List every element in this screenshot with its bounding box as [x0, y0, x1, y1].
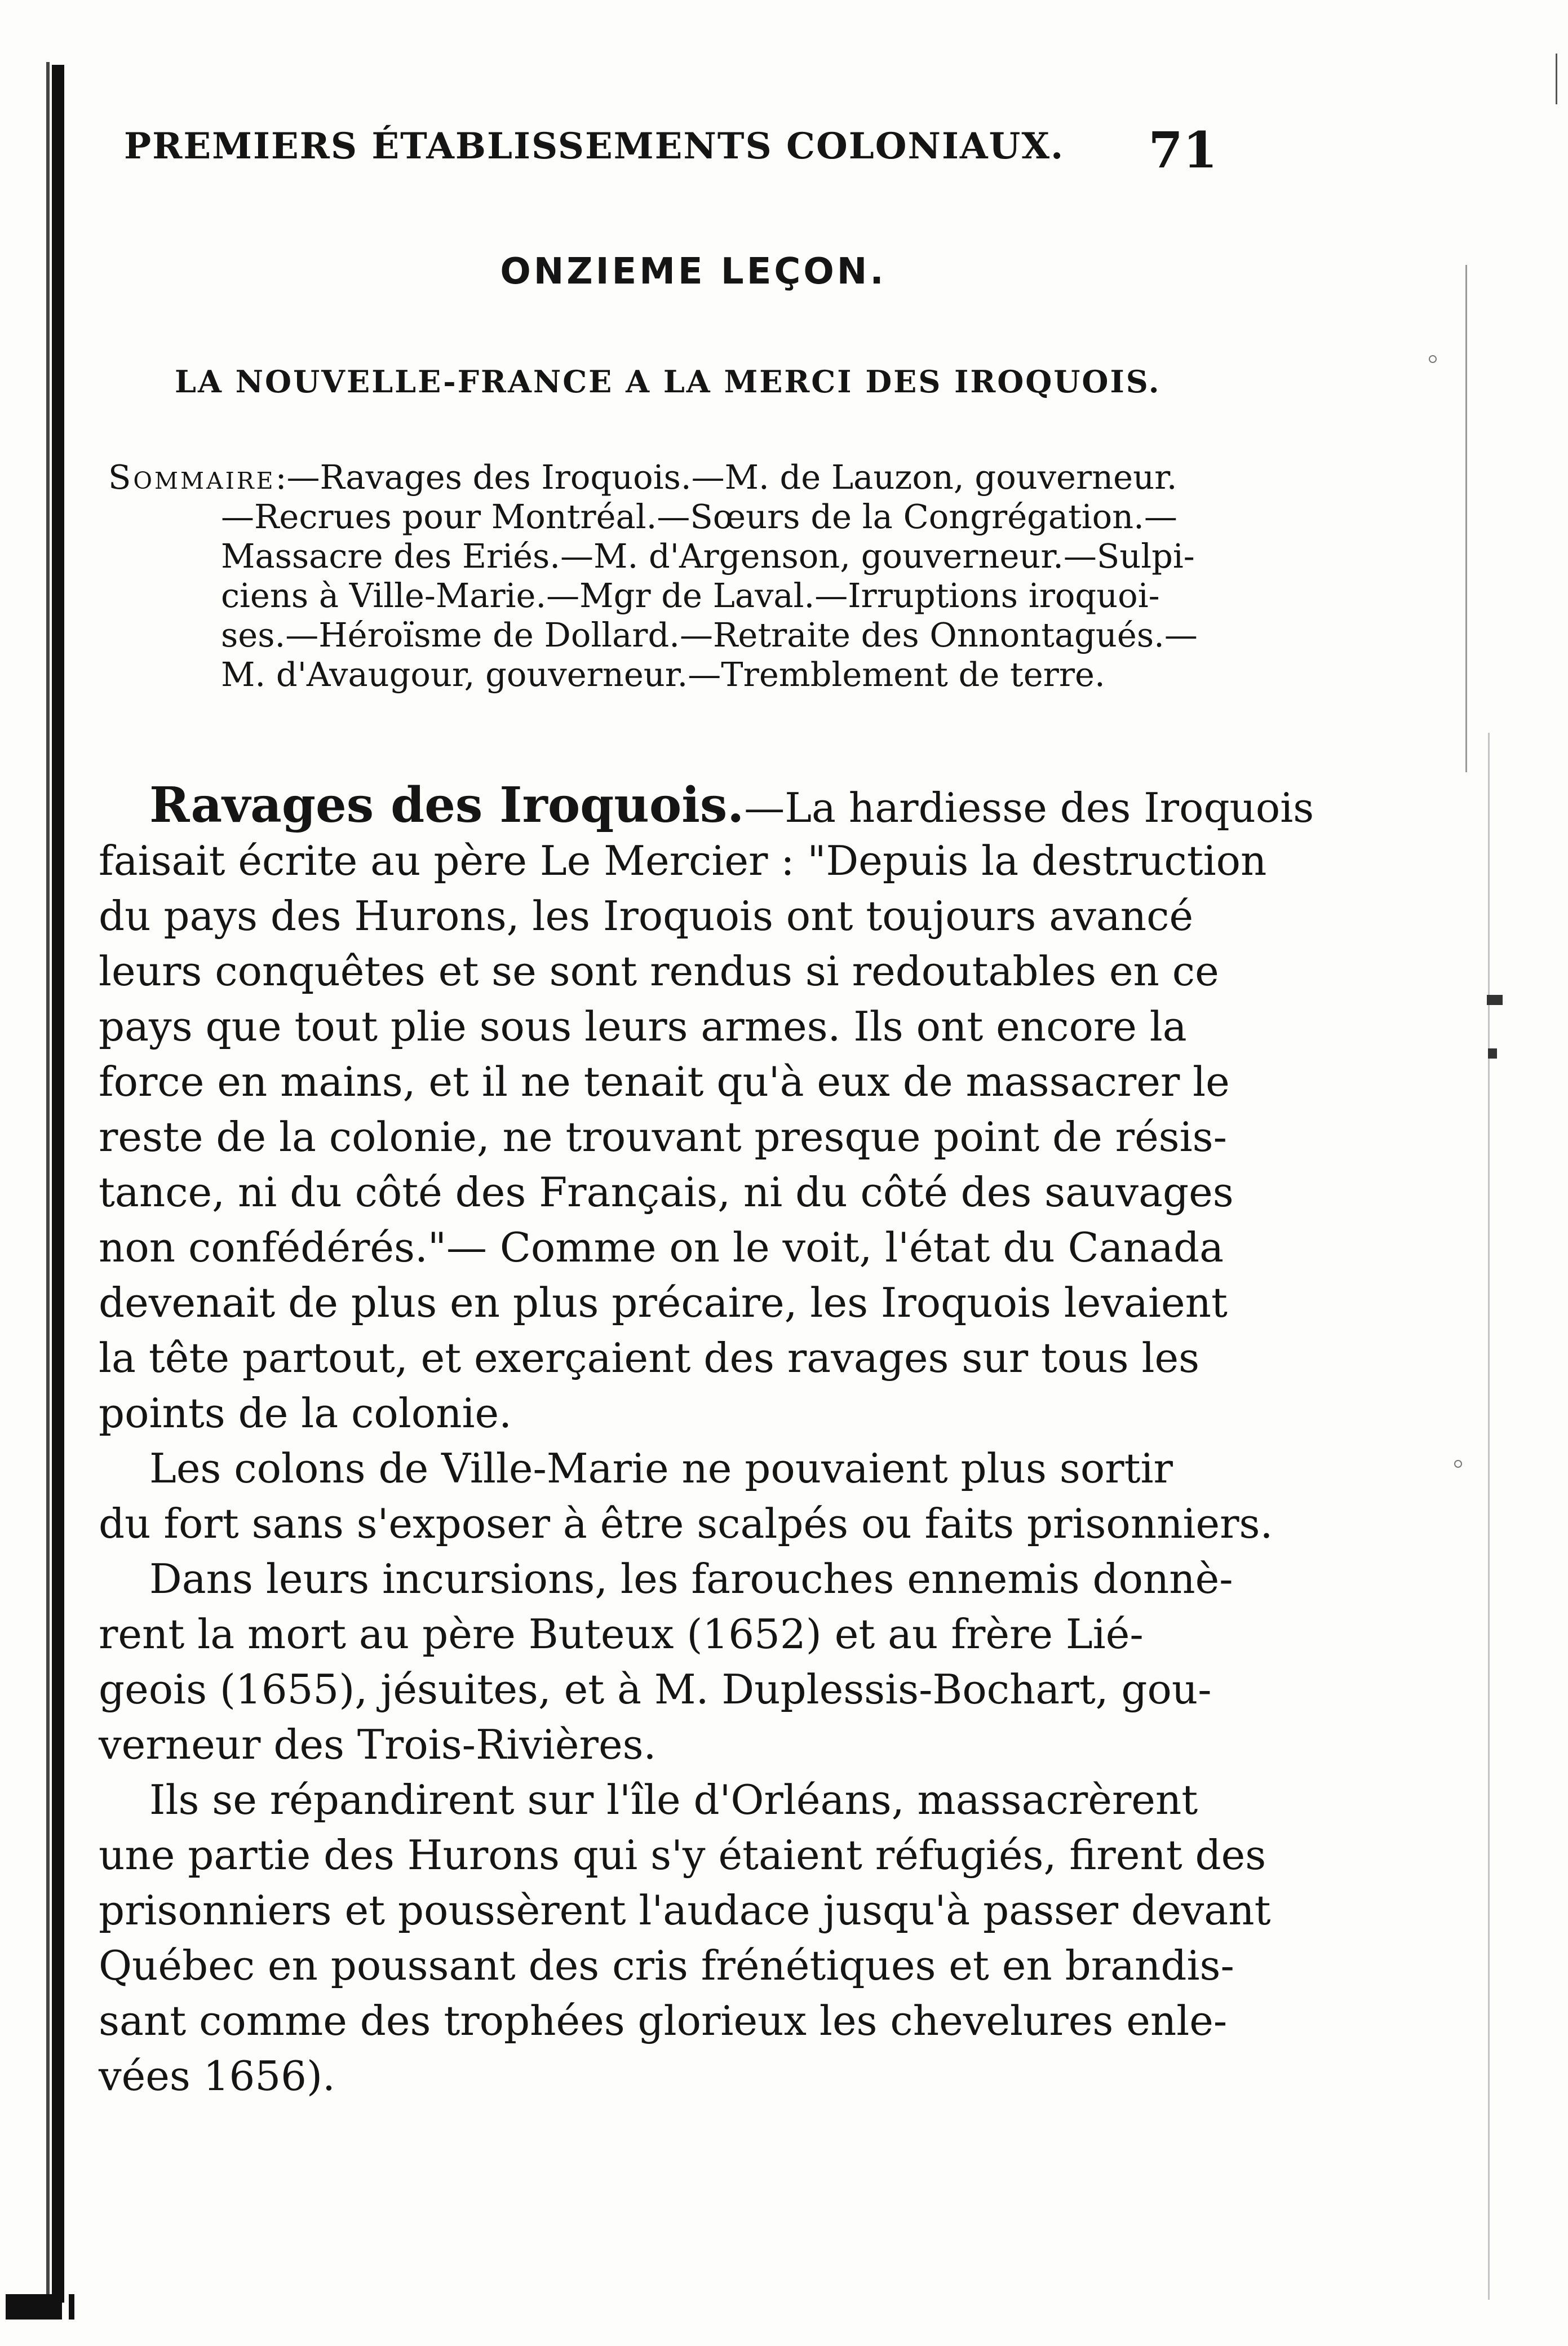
- scan-binding-shadow: [46, 62, 50, 2305]
- body-line: du pays des Hurons, les Iroquois ont toujours avancé: [99, 892, 1194, 940]
- body-text: [99, 777, 1314, 2104]
- scan-binding-foot-mark: [69, 2294, 74, 2320]
- body-line: Les colons de Ville-Marie ne pouvaient plus sortir: [149, 1445, 1173, 1492]
- summary-line: M. d'Avaugour, gouverneur.—Tremblement de terre.: [221, 655, 1105, 694]
- body-line: du fort sans s'exposer à être scalpés ou faits prisonniers.: [99, 1500, 1273, 1547]
- body-line: la tête partout, et exerçaient des ravages sur tous les: [99, 1334, 1200, 1382]
- body-line: devenait de plus en plus précaire, les Iroquois levaient: [99, 1279, 1228, 1326]
- body-line: pays que tout plie sous leurs armes. Ils ont encore la: [99, 1003, 1187, 1050]
- scan-mark: [1488, 1048, 1497, 1059]
- summary-line: ciens à Ville-Marie.—Mgr de Laval.—Irruptions iroquoi-: [221, 576, 1160, 615]
- body-line: prisonniers et poussèrent l'audace jusqu'à passer devant: [99, 1887, 1271, 1934]
- scan-dot: [1429, 355, 1437, 363]
- summary-line: ses.—Héroïsme de Dollard.—Retraite des Onnontagués.—: [221, 616, 1198, 654]
- body-line: rent la mort au père Buteux (1652) et au frère Lié-: [99, 1610, 1144, 1658]
- body-line: geois (1655), jésuites, et à M. Duplessis-Bochart, gou-: [99, 1666, 1212, 1713]
- scan-mark: [1487, 995, 1503, 1005]
- running-title: PREMIERS ÉTABLISSEMENTS COLONIAUX.: [124, 125, 1065, 167]
- scan-binding-foot: [6, 2294, 62, 2320]
- body-line: verneur des Trois-Rivières.: [99, 1721, 657, 1768]
- body-line: reste de la colonie, ne trouvant presque point de résis-: [99, 1113, 1227, 1161]
- summary-text: :—Ravages des Iroquois.—M. de Lauzon, gouverneur.: [275, 458, 1177, 497]
- section-heading: Ravages des Iroquois.: [149, 777, 745, 834]
- body-line: Dans leurs incursions, les farouches ennemis donnè-: [149, 1555, 1233, 1603]
- body-line: vées 1656).: [99, 2052, 335, 2100]
- running-head: [124, 121, 1217, 182]
- page-number: 71: [1148, 121, 1217, 179]
- body-line: sant comme des trophées glorieux les chevelures enle-: [99, 1997, 1228, 2044]
- body-line: points de la colonie.: [99, 1389, 512, 1437]
- body-line: faisait écrite au père Le Mercier : "Depuis la destruction: [99, 837, 1267, 884]
- scan-binding-edge: [52, 65, 64, 2303]
- body-line: [99, 777, 1314, 834]
- lesson-title: ONZIEME LEÇON.: [500, 251, 887, 293]
- summary-line: —Recrues pour Montréal.—Sœurs de la Congrégation.—: [221, 497, 1177, 536]
- body-line: une partie des Hurons qui s'y étaient réfugiés, firent des: [99, 1831, 1266, 1879]
- body-line: force en mains, et il ne tenait qu'à eux de massacrer le: [99, 1058, 1230, 1105]
- summary-line: [108, 458, 1237, 497]
- scan-dot: [1454, 1460, 1462, 1468]
- scan-edge-line: [1465, 265, 1467, 772]
- scan-edge-line-2: [1488, 733, 1490, 2300]
- scan-corner-line: [1556, 54, 1557, 104]
- summary-block: [108, 458, 1237, 694]
- summary-label: Sommaire: [108, 458, 276, 497]
- body-line-text: —La hardiesse des Iroquois: [744, 784, 1314, 831]
- body-line: tance, ni du côté des Français, ni du côté des sauvages: [99, 1168, 1234, 1216]
- summary-line: Massacre des Eriés.—M. d'Argenson, gouverneur.—Sulpi-: [221, 537, 1195, 576]
- body-line: Ils se répandirent sur l'île d'Orléans, massacrèrent: [149, 1776, 1198, 1823]
- body-line: non confédérés."— Comme on le voit, l'état du Canada: [99, 1224, 1224, 1271]
- body-line: Québec en poussant des cris frénétiques et en brandis-: [99, 1942, 1234, 1989]
- body-line: leurs conquêtes et se sont rendus si redoutables en ce: [99, 948, 1219, 995]
- chapter-title: LA NOUVELLE-FRANCE A LA MERCI DES IROQUOIS.: [175, 364, 1161, 400]
